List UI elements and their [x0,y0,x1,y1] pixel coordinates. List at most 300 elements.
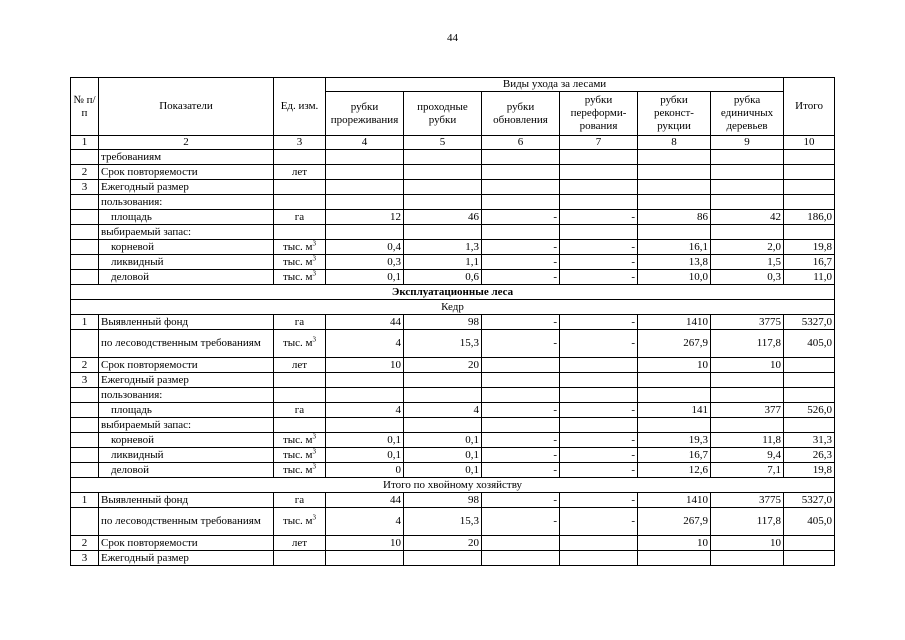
value-cell: 10 [711,358,784,373]
row-unit [274,448,326,463]
row-unit [274,255,326,270]
total-cell [784,536,835,551]
value-cell [638,418,711,433]
value-cell: 0,3 [326,255,404,270]
unit-text: лет [291,165,308,178]
row-unit [274,418,326,433]
row-number [71,388,99,403]
value-cell: 267,9 [638,508,711,536]
page-number: 44 [447,32,458,44]
table-row [71,195,835,210]
value-cell: 10 [711,536,784,551]
unit-superscript: 3 [312,513,317,522]
row-number [71,508,99,536]
value-cell: 141 [638,403,711,418]
value-cell: 11,8 [711,433,784,448]
table-row [71,493,835,508]
value-cell: - [482,463,560,478]
row-label: Ежегодный размер [99,373,274,388]
value-cell: - [482,448,560,463]
value-cell: - [560,240,638,255]
column-number: 3 [274,136,326,150]
value-cell: 98 [404,493,482,508]
total-cell: 16,7 [784,255,835,270]
table-row [71,418,835,433]
table-row [71,358,835,373]
value-cell [711,551,784,566]
value-cell: - [560,315,638,330]
row-unit [274,403,326,418]
row-number [71,403,99,418]
value-cell: - [482,270,560,285]
row-unit [274,150,326,165]
table-row [71,403,835,418]
total-cell: 11,0 [784,270,835,285]
column-number-row [71,136,835,150]
value-cell [560,373,638,388]
column-number: 6 [482,136,560,150]
value-cell [482,180,560,195]
value-cell [638,165,711,180]
value-cell [326,373,404,388]
value-cell [326,418,404,433]
value-cell: 19,3 [638,433,711,448]
row-unit [274,433,326,448]
value-cell: 0,1 [404,463,482,478]
row-number: 2 [71,536,99,551]
table-row [71,315,835,330]
value-cell: 0,1 [326,270,404,285]
value-cell [404,418,482,433]
value-cell: - [560,210,638,225]
value-cell: 16,7 [638,448,711,463]
value-cell: 4 [326,403,404,418]
unit-superscript: 3 [312,254,317,262]
value-cell: - [560,330,638,358]
unit-text: тыс. м [282,448,313,461]
unit-text: тыс. м [282,515,313,527]
section-title: Эксплуатационные леса [71,285,835,300]
value-cell [560,195,638,210]
table-row [71,551,835,566]
total-cell [784,358,835,373]
value-cell [326,165,404,180]
value-cell [638,388,711,403]
total-cell [784,418,835,433]
table-row [71,210,835,225]
unit-text: тыс. м [282,240,313,253]
value-cell: 44 [326,315,404,330]
value-cell: 20 [404,536,482,551]
table-row [71,463,835,478]
total-cell: 526,0 [784,403,835,418]
value-cell [711,195,784,210]
value-cell: - [560,255,638,270]
row-number: 3 [71,373,99,388]
value-cell [404,165,482,180]
row-number [71,255,99,270]
header-col: рубки реконст-рукции [638,92,711,136]
value-cell: 267,9 [638,330,711,358]
value-cell: 2,0 [711,240,784,255]
table-row [71,330,835,358]
total-cell: 26,3 [784,448,835,463]
unit-text: лет [291,536,308,549]
row-label: Срок повторяемости [99,536,274,551]
row-unit [274,358,326,373]
value-cell: - [560,433,638,448]
value-cell [711,373,784,388]
value-cell: 4 [404,403,482,418]
value-cell: - [482,240,560,255]
row-label: Срок повторяемости [99,165,274,180]
value-cell: - [560,508,638,536]
row-label: выбираемый запас: [99,225,274,240]
value-cell: 10 [326,536,404,551]
section-row [71,478,835,493]
value-cell [711,150,784,165]
row-label: ликвидный [99,255,274,270]
value-cell [560,358,638,373]
row-label: по лесоводственным требованиям [99,330,274,358]
value-cell: 15,3 [404,508,482,536]
row-label: по лесоводственным требованиям [99,508,274,536]
value-cell: 0,1 [326,433,404,448]
value-cell: - [482,330,560,358]
value-cell [638,551,711,566]
value-cell: 98 [404,315,482,330]
value-cell: 0,1 [326,448,404,463]
row-label: пользования: [99,388,274,403]
value-cell: 0 [326,463,404,478]
unit-text: тыс. м [282,463,313,476]
header-num: № п/п [71,78,99,136]
section-row [71,285,835,300]
unit-text: тыс. м [282,255,313,268]
value-cell: 4 [326,508,404,536]
row-label: требованиям [99,150,274,165]
row-unit [274,508,326,536]
value-cell: - [482,403,560,418]
value-cell: 15,3 [404,330,482,358]
row-label: деловой [99,270,274,285]
row-label: корневой [99,433,274,448]
value-cell: 117,8 [711,508,784,536]
value-cell [326,225,404,240]
row-label: деловой [99,463,274,478]
value-cell [560,388,638,403]
value-cell: - [560,448,638,463]
value-cell [638,195,711,210]
row-unit [274,240,326,255]
value-cell [560,180,638,195]
table-row [71,150,835,165]
table-row [71,536,835,551]
table-row [71,240,835,255]
column-number: 8 [638,136,711,150]
value-cell [711,418,784,433]
value-cell: 1410 [638,493,711,508]
value-cell: 10 [638,358,711,373]
row-number: 3 [71,551,99,566]
value-cell [404,150,482,165]
value-cell [482,418,560,433]
header-col: проходные рубки [404,92,482,136]
total-cell [784,165,835,180]
unit-superscript: 3 [312,432,317,440]
row-number: 1 [71,493,99,508]
value-cell: 1,3 [404,240,482,255]
row-label: площадь [99,210,274,225]
row-unit [274,536,326,551]
unit-text: га [294,315,305,328]
value-cell [404,388,482,403]
total-cell [784,373,835,388]
value-cell [638,373,711,388]
value-cell [638,150,711,165]
value-cell: 86 [638,210,711,225]
value-cell [404,180,482,195]
row-number: 2 [71,165,99,180]
row-number [71,240,99,255]
row-number [71,270,99,285]
value-cell [482,195,560,210]
row-number: 3 [71,180,99,195]
row-number: 2 [71,358,99,373]
value-cell: - [560,493,638,508]
table-row [71,433,835,448]
row-label: ликвидный [99,448,274,463]
value-cell: 1410 [638,315,711,330]
unit-text: га [294,210,305,223]
row-label: Выявленный фонд [99,493,274,508]
value-cell: 4 [326,330,404,358]
value-cell: 1,1 [404,255,482,270]
row-unit [274,373,326,388]
value-cell: 10 [326,358,404,373]
header-col: рубки прореживания [326,92,404,136]
value-cell [482,551,560,566]
row-number [71,433,99,448]
value-cell [326,150,404,165]
table-row [71,448,835,463]
value-cell [326,195,404,210]
section-row [71,300,835,315]
value-cell [482,373,560,388]
value-cell: - [482,210,560,225]
column-number: 1 [71,136,99,150]
value-cell: 0,1 [404,433,482,448]
value-cell: - [482,493,560,508]
value-cell [560,225,638,240]
unit-text: тыс. м [282,433,313,446]
row-unit [274,195,326,210]
value-cell: 0,3 [711,270,784,285]
row-number [71,195,99,210]
header-col: рубки переформи-рования [560,92,638,136]
column-number: 7 [560,136,638,150]
row-unit [274,463,326,478]
value-cell: - [482,433,560,448]
header-col: рубки обновления [482,92,560,136]
row-unit [274,493,326,508]
value-cell: 10 [638,536,711,551]
value-cell: 13,8 [638,255,711,270]
value-cell [638,180,711,195]
row-label: Выявленный фонд [99,315,274,330]
value-cell: 0,1 [404,448,482,463]
row-number [71,150,99,165]
total-cell: 5327,0 [784,315,835,330]
row-unit [274,165,326,180]
value-cell [711,180,784,195]
total-cell [784,180,835,195]
forest-care-table [70,77,835,566]
row-number [71,210,99,225]
value-cell [404,373,482,388]
value-cell [404,225,482,240]
total-cell [784,225,835,240]
column-number: 9 [711,136,784,150]
value-cell: 44 [326,493,404,508]
value-cell [560,150,638,165]
value-cell [482,358,560,373]
row-number [71,463,99,478]
header-col: рубка единичных деревьев [711,92,784,136]
value-cell: 46 [404,210,482,225]
unit-superscript: 3 [312,239,317,247]
value-cell: 7,1 [711,463,784,478]
row-unit [274,180,326,195]
value-cell [326,388,404,403]
value-cell: - [560,403,638,418]
row-unit [274,315,326,330]
unit-text: га [294,493,305,506]
total-cell [784,195,835,210]
value-cell [326,551,404,566]
total-cell [784,388,835,403]
row-number [71,225,99,240]
value-cell: 42 [711,210,784,225]
value-cell: 117,8 [711,330,784,358]
row-number: 1 [71,315,99,330]
unit-text: лет [291,358,308,371]
value-cell: - [482,508,560,536]
unit-superscript: 3 [312,269,317,277]
table-row [71,270,835,285]
value-cell [560,536,638,551]
row-number [71,418,99,433]
table-row [71,373,835,388]
total-cell [784,150,835,165]
column-number: 10 [784,136,835,150]
header-total: Итого [784,78,835,136]
header-unit: Ед. изм. [274,78,326,136]
table-row [71,255,835,270]
value-cell: 12,6 [638,463,711,478]
total-cell: 5327,0 [784,493,835,508]
value-cell [711,225,784,240]
row-label: Срок повторяемости [99,358,274,373]
unit-superscript: 3 [312,462,317,470]
column-number: 2 [99,136,274,150]
table-header [71,78,835,150]
value-cell [482,225,560,240]
value-cell [638,225,711,240]
value-cell: 10,0 [638,270,711,285]
value-cell [711,165,784,180]
total-cell: 186,0 [784,210,835,225]
column-number: 4 [326,136,404,150]
total-cell: 19,8 [784,463,835,478]
row-unit [274,210,326,225]
table-row [71,388,835,403]
value-cell: - [482,315,560,330]
table-body [71,150,835,566]
row-label: Ежегодный размер [99,551,274,566]
value-cell: 3775 [711,493,784,508]
table-row [71,225,835,240]
row-unit [274,330,326,358]
table-row [71,180,835,195]
value-cell [482,388,560,403]
table-row [71,508,835,536]
value-cell [326,180,404,195]
value-cell: 16,1 [638,240,711,255]
value-cell: 9,4 [711,448,784,463]
section-title: Итого по хвойному хозяйству [71,478,835,493]
column-number: 5 [404,136,482,150]
header-group: Виды ухода за лесами [326,78,784,92]
row-label: Ежегодный размер [99,180,274,195]
row-label: площадь [99,403,274,418]
row-unit [274,225,326,240]
row-unit [274,551,326,566]
value-cell [482,536,560,551]
value-cell: 377 [711,403,784,418]
row-label: корневой [99,240,274,255]
value-cell: - [482,255,560,270]
total-cell: 405,0 [784,508,835,536]
row-label: пользования: [99,195,274,210]
table-row [71,165,835,180]
header-indicators: Показатели [99,78,274,136]
row-label: выбираемый запас: [99,418,274,433]
unit-text: тыс. м [282,337,313,349]
total-cell: 19,8 [784,240,835,255]
section-title: Кедр [71,300,835,315]
value-cell: 12 [326,210,404,225]
unit-superscript: 3 [312,335,317,344]
value-cell [482,150,560,165]
row-unit [274,270,326,285]
unit-superscript: 3 [312,447,317,455]
value-cell [482,165,560,180]
row-number [71,448,99,463]
total-cell [784,551,835,566]
value-cell: 0,4 [326,240,404,255]
value-cell [404,195,482,210]
value-cell [560,165,638,180]
total-cell: 31,3 [784,433,835,448]
value-cell: 20 [404,358,482,373]
unit-text: тыс. м [282,270,313,283]
value-cell: - [560,463,638,478]
row-number [71,330,99,358]
value-cell [711,388,784,403]
value-cell [404,551,482,566]
value-cell: 1,5 [711,255,784,270]
